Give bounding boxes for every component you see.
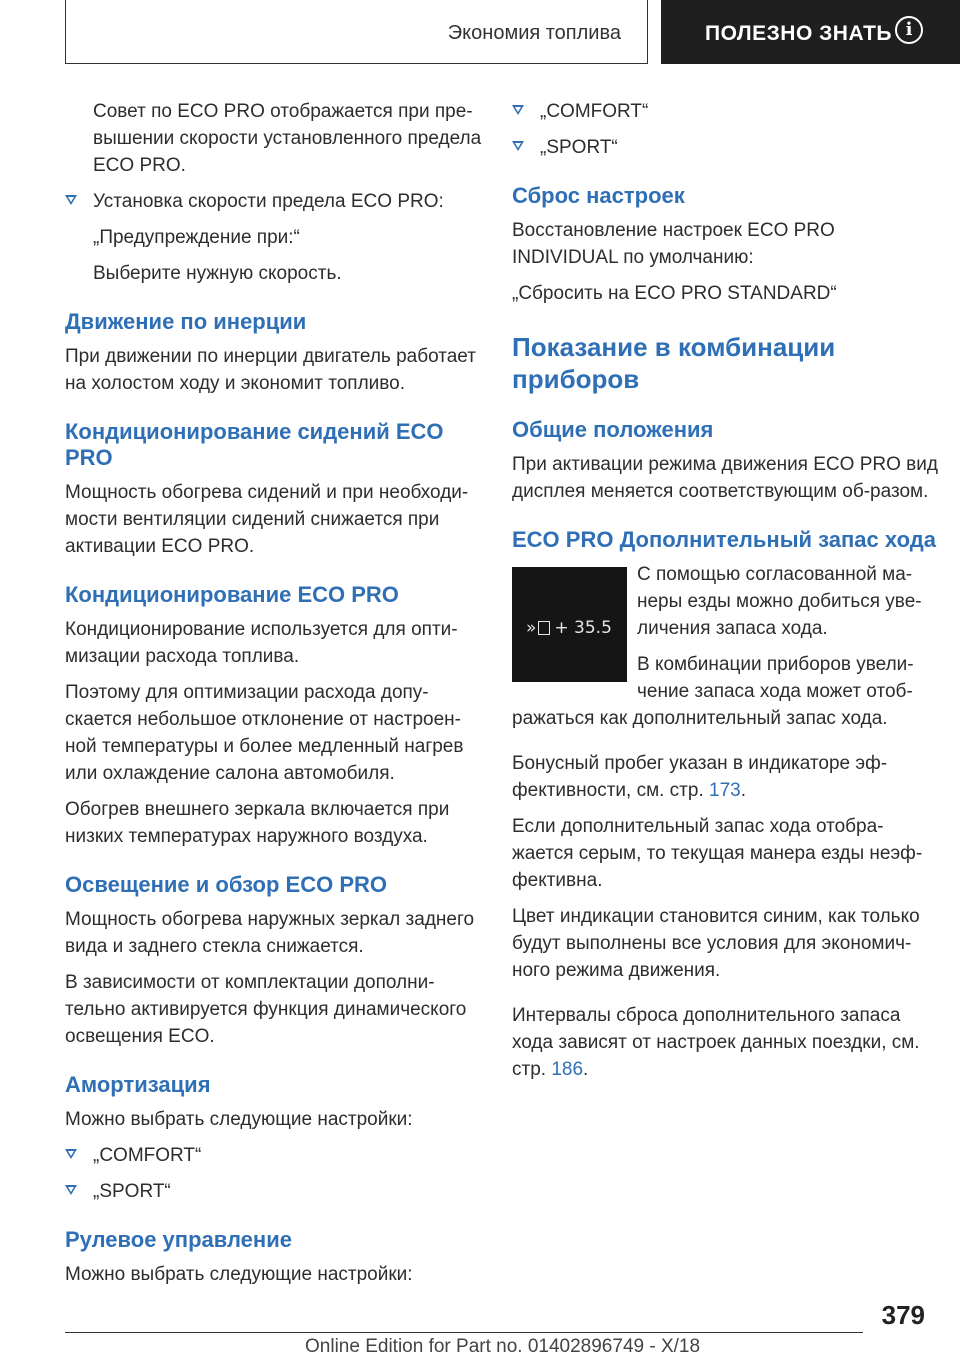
heading-coasting: Движение по инерции	[65, 309, 307, 334]
heading-extra-range: ECO PRO Дополнительный запас хода	[512, 527, 936, 552]
header-chapter-box	[661, 0, 960, 64]
paragraph-range-5: Цвет индикации становится синим, как только будут выполнены все условия для экономич-ного режима движения.	[512, 906, 920, 981]
paragraph-range-4: Если дополнительный запас хода отобра-жается серым, то текущая манера езды неэф-фективна.	[512, 816, 923, 891]
paragraph-lighting-1: Мощность обогрева наружных зеркал заднего вида и заднего стекла снижается.	[65, 909, 475, 957]
bullet-text: „COMFORT“	[540, 101, 649, 122]
paragraph-reset-option: „Сбросить на ECO PRO STANDARD“	[512, 283, 837, 304]
heading-seat-climate: Кондиционирование сидений ECO PRO	[65, 419, 444, 470]
paragraph-range-6: Интервалы сброса дополнительного запаса хода зависят от настроек данных поездки, см. стр. 186.	[512, 1005, 920, 1080]
page-number: 379	[881, 1300, 925, 1330]
bullet-damping-comfort	[65, 1142, 485, 1169]
page-link-186[interactable]: 186	[551, 1059, 584, 1080]
bullet-triangle-icon	[65, 1149, 77, 1159]
bullet-text: „COMFORT“	[93, 1145, 202, 1166]
heading-steering: Рулевое управление	[65, 1227, 292, 1252]
bullet-triangle-icon	[65, 1185, 77, 1195]
heading-damping: Амортизация	[65, 1072, 211, 1097]
figure-block	[512, 561, 944, 741]
paragraph-ac-3: Обогрев внешнего зеркала включается при низких температурах наружного воздуха.	[65, 799, 450, 847]
paragraph-coasting: При движении по инерции двигатель работает на холостом ходу и экономит топливо.	[65, 346, 476, 394]
bullet-steering-sport	[512, 134, 944, 161]
bullet-triangle-icon	[512, 141, 524, 151]
paragraph-steering: Можно выбрать следующие настройки:	[65, 1264, 413, 1285]
paragraph-ac-2: Поэтому для оптимизации расхода допу-скается небольшое отклонение от настроен-ной температуры и более медленный нагрев или охлаждение салона автомобиля.	[65, 682, 464, 784]
paragraph-general: При активации режима движения ECO PRO вид дисплея меняется соответствующим об-разом.	[512, 454, 938, 502]
header-chapter-title: ПОЛЕЗНО ЗНАТЬ	[705, 22, 892, 45]
heading-air-conditioning: Кондиционирование ECO PRO	[65, 582, 399, 607]
fuel-pump-icon	[538, 621, 550, 635]
paragraph-ac-1: Кондиционирование используется для опти-мизации расхода топлива.	[65, 619, 458, 667]
bullet-text: Установка скорости предела ECO PRO:	[93, 191, 444, 212]
bullet-text: „SPORT“	[540, 137, 618, 158]
bullet-speed-limit	[65, 188, 485, 215]
info-icon: i	[895, 16, 923, 44]
bullet-triangle-icon	[65, 195, 77, 205]
paragraph-range-1: С помощью согласованной ма-неры езды можно добиться уве-личения запаса хода.	[637, 564, 922, 639]
range-display-image	[512, 567, 627, 682]
page-link-173[interactable]: 173	[709, 780, 741, 801]
heading-instrument-cluster: Показание в комбинации приборов	[512, 332, 836, 394]
paragraph-choose-speed: Выберите нужную скорость.	[93, 263, 342, 284]
paragraph-warning-at: „Предупреждение при:“	[93, 227, 300, 248]
bullet-triangle-icon	[512, 105, 524, 115]
paragraph-range-3: Бонусный пробег указан в индикаторе эф-фективности, см. стр. 173.	[512, 753, 888, 801]
header-section-title: Экономия топлива	[447, 22, 621, 44]
heading-lighting: Освещение и обзор ECO PRO	[65, 872, 387, 897]
bullet-text: „SPORT“	[93, 1181, 171, 1202]
bullet-damping-sport	[65, 1178, 485, 1205]
heading-reset: Сброс настроек	[512, 183, 685, 208]
footer-edition-note: Online Edition for Part no. 01402896749 - X/18	[305, 1336, 701, 1357]
paragraph-reset: Восстановление настроек ECO PRO INDIVIDUAL по умолчанию:	[512, 220, 835, 268]
range-readout: » + 35.5	[526, 618, 612, 638]
heading-general: Общие положения	[512, 417, 714, 442]
paragraph-range-2: В комбинации приборов увели-чение запаса хода может отоб-ражаться как дополнительный запас хода.	[512, 654, 914, 729]
left-column	[65, 98, 485, 1297]
header-section-box	[65, 0, 648, 64]
bullet-steering-comfort	[512, 98, 944, 125]
paragraph-eco-tip: Совет по ECO PRO отображается при пре-вышении скорости установленного предела ECO PRO.	[93, 101, 482, 176]
paragraph-lighting-2: В зависимости от комплектации дополни-тельно активируется функция динамического освещения ECO.	[65, 972, 467, 1047]
paragraph-seat-climate: Мощность обогрева сидений и при необходи-мости вентиляции сидений снижается при активации ECO PRO.	[65, 482, 469, 557]
paragraph-damping: Можно выбрать следующие настройки:	[65, 1109, 413, 1130]
footer-divider	[65, 1332, 863, 1333]
right-column	[512, 98, 944, 1092]
